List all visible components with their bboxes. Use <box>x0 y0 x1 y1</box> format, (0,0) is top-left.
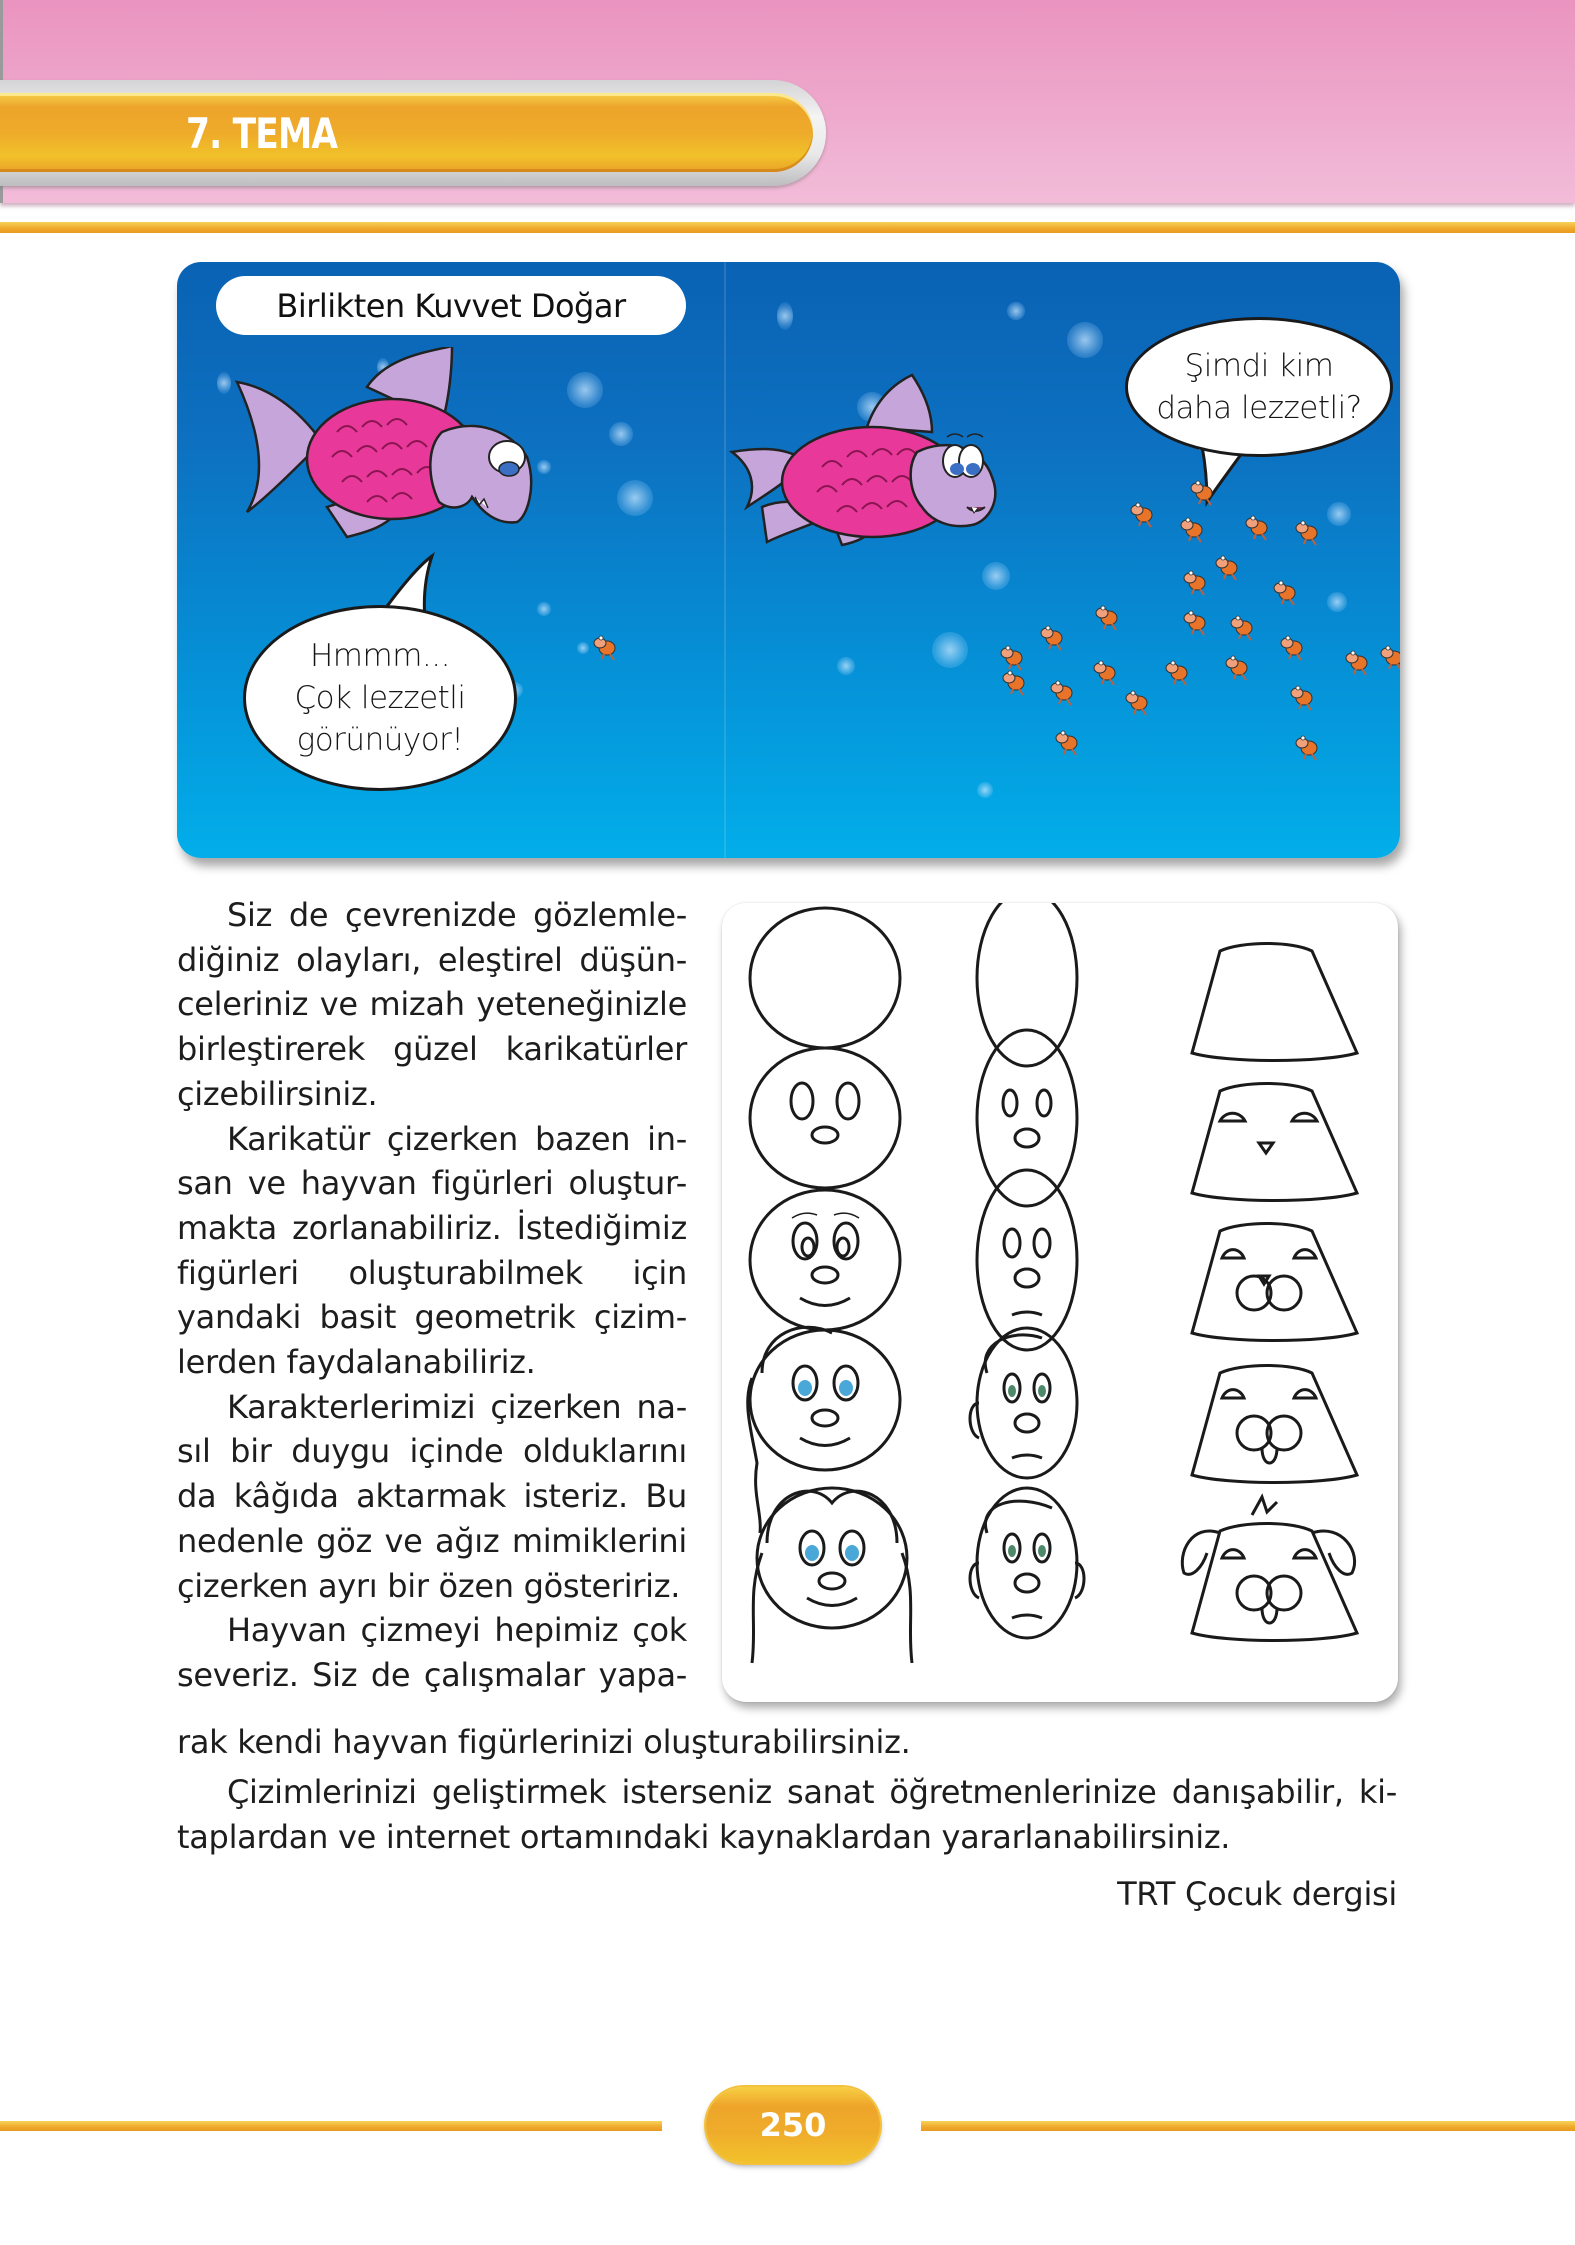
shrimp-icon <box>1222 652 1252 682</box>
shrimp-icon <box>1212 552 1242 582</box>
speech-bubble-panel2 <box>1125 317 1393 457</box>
text-line: rak kendi hayvan figürlerinizi oluşturabilirsiniz. <box>177 1723 911 1761</box>
speech-line: görünüyor! <box>296 722 464 758</box>
shrimp-icon <box>1377 642 1400 672</box>
shrimp-icon <box>1047 677 1077 707</box>
text-line: celeriniz ve mizah yeteneğinizle <box>177 985 687 1024</box>
top-divider <box>0 222 1575 233</box>
shrimp-icon <box>1277 632 1307 662</box>
water-bubble-icon <box>977 782 993 798</box>
text-line: severiz. Siz de çalışmalar yapa- <box>177 1655 687 1694</box>
shrimp-icon <box>1177 514 1207 544</box>
big-fish-icon <box>727 357 1047 557</box>
shrimp-icon <box>1122 687 1152 717</box>
shrimp-icon <box>590 632 620 662</box>
text-line: sıl bir duygu içinde olduklarını <box>177 1432 687 1471</box>
text-line: lerden faydalanabiliriz. <box>177 1343 536 1382</box>
water-bubble-icon <box>982 562 1010 590</box>
water-bubble-icon <box>609 422 633 446</box>
theme-pill <box>0 93 813 172</box>
text-line: diğiniz olayları, eleştirel düşün- <box>177 940 687 979</box>
water-bubble-icon <box>617 480 653 516</box>
water-bubble-icon <box>837 657 855 675</box>
text-line: figürleri oluşturabilmek için <box>177 1253 687 1292</box>
comic-strip <box>177 262 1400 858</box>
theme-title: 7. TEMA <box>186 109 338 158</box>
shrimp-icon <box>1187 477 1217 507</box>
text-line: san ve hayvan figürleri oluştur- <box>177 1164 687 1203</box>
shrimp-icon <box>1127 499 1157 529</box>
comic-title: Birlikten Kuvvet Doğar <box>216 276 686 335</box>
shrimp-icon <box>1242 512 1272 542</box>
text-line: Karakterlerimizi çizerken na- <box>227 1387 687 1426</box>
source-citation: TRT Çocuk dergisi <box>1117 1875 1397 1913</box>
paragraph-4 <box>177 1608 687 1697</box>
footer-rule-left <box>0 2121 662 2131</box>
shrimp-icon <box>999 667 1029 697</box>
shrimp-icon <box>1052 727 1082 757</box>
shrimp-icon <box>1287 682 1317 712</box>
shrimp-icon <box>1090 657 1120 687</box>
water-bubble-icon <box>777 302 793 330</box>
shrimp-icon <box>1092 602 1122 632</box>
text-line: yandaki basit geometrik çizim- <box>177 1298 687 1337</box>
water-bubble-icon <box>1327 502 1351 526</box>
paragraph-3 <box>177 1385 687 1609</box>
text-line: taplardan ve internet ortamındaki kaynaklardan yararlanabilirsiniz. <box>177 1818 1231 1856</box>
drawing-guide-card <box>722 903 1398 1702</box>
shrimp-icon <box>1180 567 1210 597</box>
shrimp-icon <box>1292 517 1322 547</box>
shrimp-icon <box>1342 647 1372 677</box>
speech-line: Çok lezzetli <box>294 680 466 716</box>
speech-line: Hmmm... <box>310 638 450 674</box>
text-line: Karikatür çizerken bazen in- <box>227 1119 687 1158</box>
text-line: da kâğıda aktarmak isteriz. Bu <box>177 1477 687 1516</box>
water-bubble-icon <box>1327 592 1347 612</box>
body-text-column <box>177 893 687 1698</box>
panel-divider <box>724 262 726 858</box>
paragraph-1 <box>177 893 687 1117</box>
water-bubble-icon <box>932 632 968 668</box>
page-number: 250 <box>706 2087 880 2163</box>
shrimp-icon <box>1270 577 1300 607</box>
text-line: Çizimlerinizi geliştirmek isterseniz sanat öğretmenlerinize danışabilir, ki- <box>227 1773 1397 1811</box>
shrimp-icon <box>1180 607 1210 637</box>
shrimp-icon <box>1292 732 1322 762</box>
text-line: Siz de çevrenizde gözlemle- <box>227 896 687 934</box>
water-bubble-icon <box>537 602 551 616</box>
water-bubble-icon <box>577 642 589 654</box>
shrimp-icon <box>1037 622 1067 652</box>
text-line: nedenle göz ve ağız mimiklerini <box>177 1521 687 1560</box>
water-bubble-icon <box>567 372 603 408</box>
speech-line: daha lezzetli? <box>1156 390 1362 426</box>
shrimp-icon <box>1162 657 1192 687</box>
text-line: çizebilirsiniz. <box>177 1074 378 1113</box>
shrimp-icon <box>1227 612 1257 642</box>
text-line: makta zorlanabiliriz. İstediğimiz <box>177 1208 687 1247</box>
footer-rule-right <box>921 2121 1575 2131</box>
text-line: Hayvan çizmeyi hepimiz çok <box>227 1611 687 1650</box>
speech-bubble-panel1 <box>243 605 517 791</box>
text-line: çizerken ayrı bir özen gösteririz. <box>177 1566 681 1605</box>
speech-line: Şimdi kim <box>1184 348 1334 384</box>
text-line: birleştirerek güzel karikatürler <box>177 1030 687 1069</box>
face-drawing-steps-icon <box>722 903 1398 1702</box>
water-bubble-icon <box>1007 302 1025 320</box>
water-bubble-icon <box>1067 322 1103 358</box>
big-fish-icon <box>227 347 547 547</box>
paragraph-2 <box>177 1117 687 1385</box>
